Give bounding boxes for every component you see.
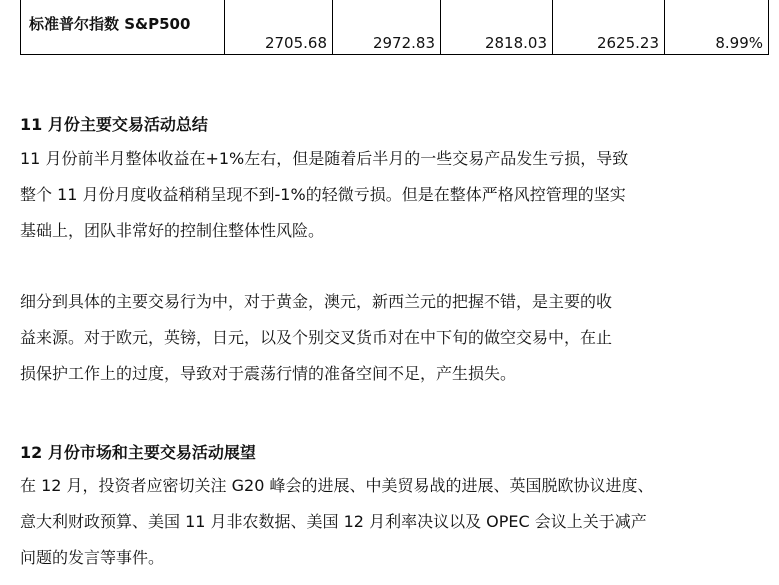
paragraph-november-summary — [20, 141, 760, 249]
text-line: 基础上，团队非常好的控制住整体性风险。 — [20, 221, 325, 240]
index-value-cell: 2972.83 — [333, 0, 441, 55]
text-line: 意大利财政预算、美国 11 月非农数据、美国 12 月利率决议以及 OPEC 会议上关于减产 — [20, 512, 647, 531]
text-line: 11 月份前半月整体收益在+1%左右，但是随着后半月的一些交易产品发生亏损，导致 — [20, 149, 629, 168]
text-line: 在 12 月，投资者应密切关注 G20 峰会的进展、中美贸易战的进展、英国脱欧协议进度、 — [20, 476, 654, 495]
text-line: 益来源。对于欧元，英镑，日元，以及个别交叉货币对在中下旬的做空交易中，在止 — [20, 328, 613, 347]
index-change-cell: 8.99% — [665, 0, 769, 55]
text-line: 整个 11 月份月度收益稍稍呈现不到-1%的轻微亏损。但是在整体严格风控管理的坚实 — [20, 185, 626, 204]
index-value-cell: 2705.68 — [225, 0, 333, 55]
paragraph-december-outlook — [20, 468, 760, 576]
text-line: 损保护工作上的过度，导致对于震荡行情的准备空间不足，产生损失。 — [20, 364, 517, 383]
text-line: 问题的发言等事件。 — [20, 548, 165, 567]
paragraph-trading-detail — [20, 284, 760, 392]
section-heading-november: 11 月份主要交易活动总结 — [20, 115, 208, 134]
index-value-cell: 2818.03 — [441, 0, 553, 55]
index-name-cell: 标准普尔指数 S&P500 — [21, 0, 225, 55]
index-value-cell: 2625.23 — [553, 0, 665, 55]
index-table — [20, 0, 769, 55]
table-row — [21, 0, 769, 55]
text-line: 细分到具体的主要交易行为中，对于黄金，澳元，新西兰元的把握不错，是主要的收 — [20, 292, 613, 311]
section-heading-december: 12 月份市场和主要交易活动展望 — [20, 443, 256, 462]
